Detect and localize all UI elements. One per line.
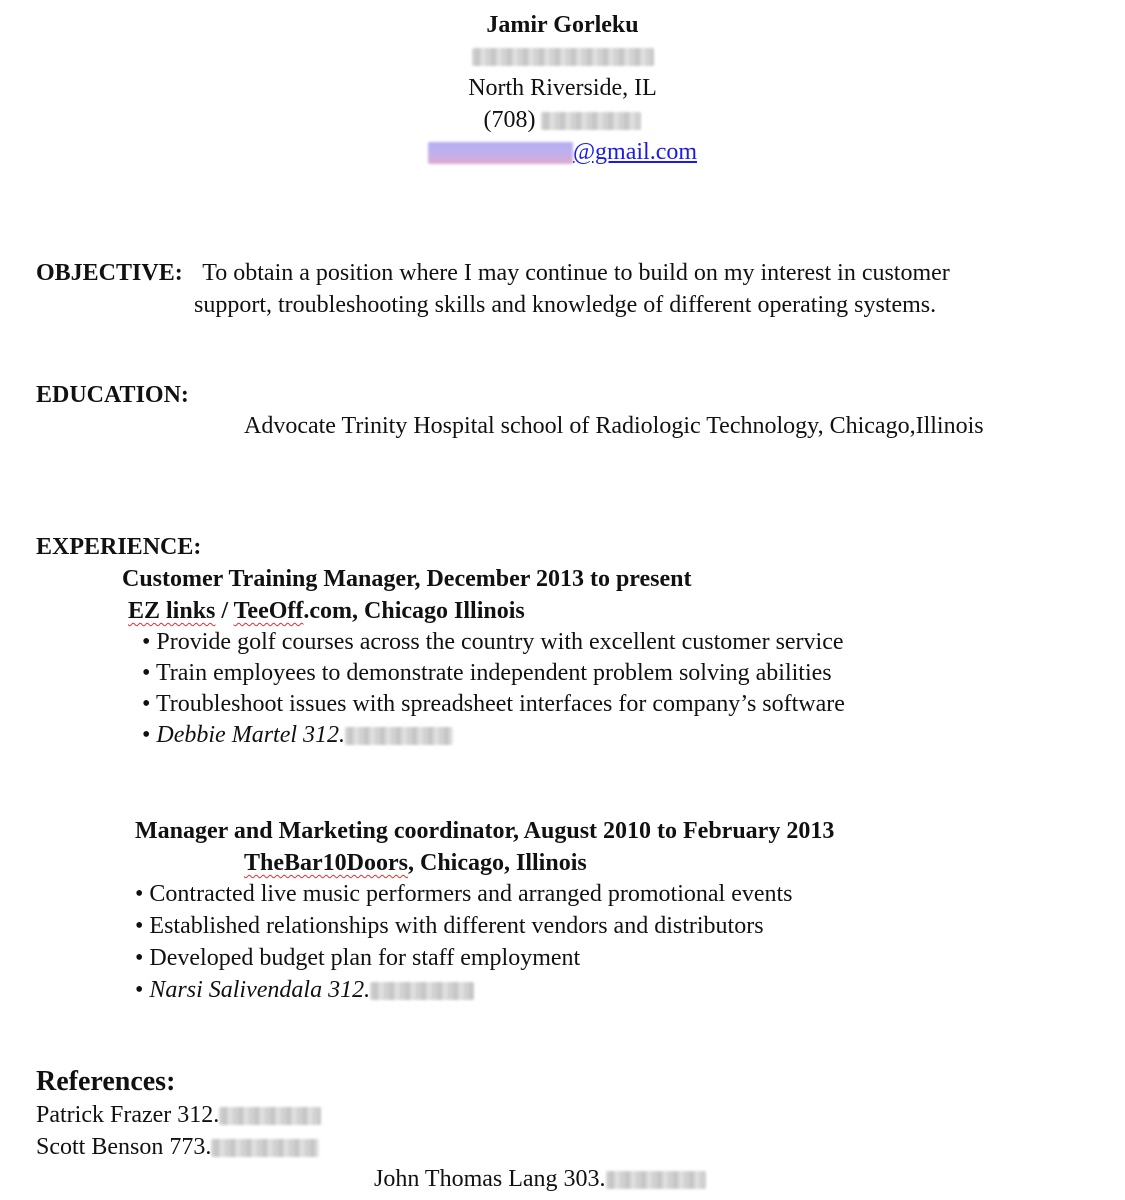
redacted-phone-number xyxy=(211,1139,319,1157)
reference-1-text: Patrick Frazer 312. xyxy=(36,1102,220,1128)
job-2-bullet-2: • Established relationships with different vendors and distributors xyxy=(135,913,764,939)
job-1-company-location: .com, Chicago Illinois xyxy=(303,598,525,624)
education-heading: EDUCATION: xyxy=(36,382,189,408)
redacted-phone-number xyxy=(370,982,474,1000)
job-2-company-location: , Chicago, Illinois xyxy=(408,850,587,876)
redacted-phone-number xyxy=(345,727,453,745)
job-2-bullet-2-text: Established relationships with different vendors and distributors xyxy=(149,913,764,939)
job-1-reference: • Debbie Martel 312. xyxy=(142,720,453,750)
job-1-bullet-1: • Provide golf courses across the country with excellent customer service xyxy=(142,629,844,655)
email-link[interactable]: @gmail.com xyxy=(572,139,698,165)
job-1-bullet-2-text: Train employees to demonstrate independent problem solving abilities xyxy=(155,660,832,686)
applicant-name: Jamir Gorleku xyxy=(486,12,639,38)
education-school: Advocate Trinity Hospital school of Radiologic Technology, Chicago,Illinois xyxy=(244,413,984,439)
job-1-title: Customer Training Manager, December 2013 to present xyxy=(122,566,692,592)
job-2-title: Manager and Marketing coordinator, August 2010 to February 2013 xyxy=(135,818,835,844)
reference-1 xyxy=(36,1100,321,1130)
job-1-company-name-a: EZ links xyxy=(128,598,216,624)
job-2-bullet-1: • Contracted live music performers and arranged promotional events xyxy=(135,881,793,907)
objective-line-1 xyxy=(36,258,950,288)
redacted-phone-number xyxy=(541,112,641,130)
job-1-bullet-3-text: Troubleshoot issues with spreadsheet interfaces for company’s software xyxy=(155,691,845,717)
job-1-company xyxy=(128,596,525,626)
references-heading: References: xyxy=(36,1066,176,1097)
job-2-bullet-3: • Developed budget plan for staff employment xyxy=(135,945,581,971)
job-1-reference-text: Debbie Martel 312. xyxy=(156,722,346,748)
job-2-reference-text: Narsi Salivendala 312. xyxy=(149,977,371,1003)
job-1-company-separator: / xyxy=(215,598,234,624)
redacted-phone-number xyxy=(606,1171,706,1189)
street-address xyxy=(0,41,1125,71)
job-1-bullet-1-text: Provide golf courses across the country with excellent customer service xyxy=(156,629,844,655)
experience-heading: EXPERIENCE: xyxy=(36,534,202,560)
redacted-phone-number xyxy=(219,1107,321,1125)
reference-3 xyxy=(374,1164,706,1194)
email-line[interactable] xyxy=(0,137,1125,167)
redacted-email-user xyxy=(428,142,573,164)
phone-line xyxy=(0,105,1125,135)
job-1-company-name-b: TeeOff xyxy=(233,598,304,624)
job-2-bullet-3-text: Developed budget plan for staff employment xyxy=(149,945,581,971)
job-2-company xyxy=(244,848,587,878)
objective-text-line-2: support, troubleshooting skills and knowledge of different operating systems. xyxy=(194,292,937,318)
job-1-bullet-2: • Train employees to demonstrate independent problem solving abilities xyxy=(142,660,832,686)
job-1-bullet-3: • Troubleshoot issues with spreadsheet interfaces for company’s software xyxy=(142,691,845,717)
job-2-bullet-1-text: Contracted live music performers and arranged promotional events xyxy=(149,881,793,907)
reference-2 xyxy=(36,1132,319,1162)
city-state: North Riverside, IL xyxy=(468,75,657,101)
redacted-street-address xyxy=(472,48,654,66)
job-2-reference: • Narsi Salivendala 312. xyxy=(135,975,474,1005)
objective-heading: OBJECTIVE: xyxy=(36,260,183,286)
reference-2-text: Scott Benson 773. xyxy=(36,1134,212,1160)
job-2-company-name: TheBar10Doors xyxy=(244,850,408,876)
objective-text-line-1: To obtain a position where I may continue to build on my interest in customer xyxy=(202,260,950,286)
phone-area-code: (708) xyxy=(483,107,536,133)
reference-3-text: John Thomas Lang 303. xyxy=(374,1166,606,1192)
